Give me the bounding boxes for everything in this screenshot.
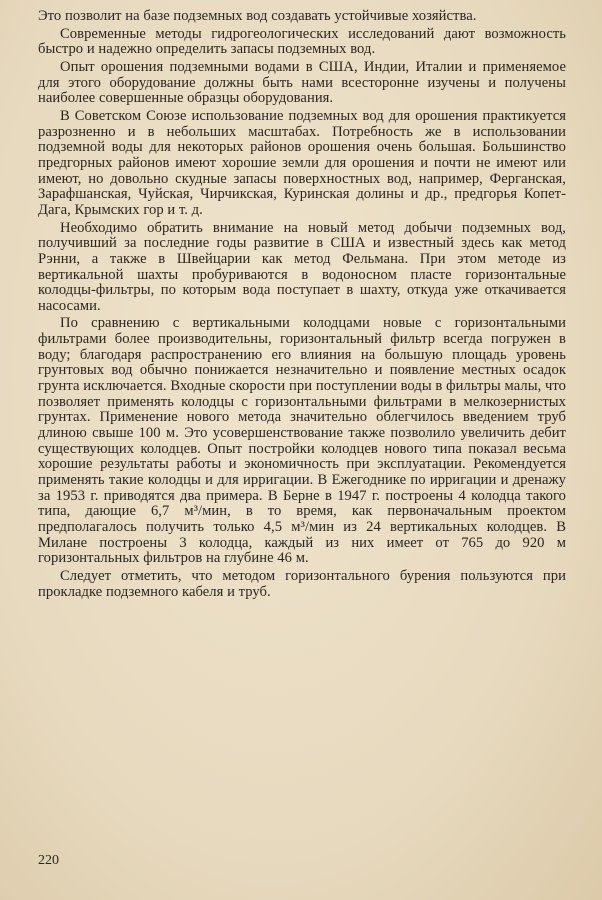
paragraph-1: Это позволит на базе подземных вод создавать устойчивые хозяйства.	[38, 8, 477, 24]
paragraph-4: В Советском Союзе использование подземных вод для орошения практикуется разрозненно и в небольших масштабах. Потребность же в использовании подземной воды для некоторых районов орошения очень большая. Большинство предгорных районов имеют хорошие земли для орошения и почти не имеют или имеют, но довольно скудные запасы поверхностных вод, например, Ферганская, Зарафшанская, Чуйская, Чирчикская, Куринская долины и др., предгорья Копет-Дага, Крымских гор и т. д.	[38, 107, 566, 218]
paragraph-7: Следует отметить, что методом горизонтального бурения пользуются при прокладке подземного кабеля и труб.	[38, 567, 566, 600]
page-number: 220	[38, 853, 59, 868]
paragraph-6: По сравнению с вертикальными колодцами новые с горизонтальными фильтрами более производительны, горизонтальный фильтр всегда погружен в воду; благодаря распространению его влияния на большую площадь уровень грунтовых вод обычно понижается незначительно и появление местных осадок грунта исключается. Входные скорости при поступлении воды в фильтры малы, что позволяет применять колодцы с горизонтальными фильтрами в мелкозернистых грунтах. Применение нового метода значительно облегчилось введением труб длиною свыше 100 м. Это усовершенствование также позволило увеличить дебит существующих колодцев. Опыт постройки колодцев нового типа показал весьма хорошие результаты работы и экономичность при эксплуатации. Рекомендуется применять такие колодцы и для ирригации. В Ежегоднике по ирригации и дренажу за 1953 г. приводятся два примера. В Берне в 1947 г. построены 4 колодца такого типа, дающие 6,7 м³/мин, в то время, как первоначальным проектом предполагалось получить только 4,5 м³/мин из 24 вертикальных колодцев. В Милане построены 3 колодца, каждый из них имеет от 765 до 920 м горизонтальных фильтров на глубине 46 м.	[38, 315, 566, 567]
page-text	[38, 9, 566, 602]
paragraph-2: Современные методы гидрогеологических исследований дают возможность быстро и надежно определить запасы подземных вод.	[38, 25, 566, 58]
paragraph-5: Необходимо обратить внимание на новый метод добычи подземных вод, получивший за последние годы развитие в США и известный здесь как метод Рэнни, а также в Швейцарии как метод Фельмана. При этом методе из вертикальной шахты пробуриваются в водоносном пласте горизонтальные колодцы-фильтры, по которым вода поступает в шахту, откуда уже откачивается насосами.	[38, 219, 566, 314]
paragraph-3: Опыт орошения подземными водами в США, Индии, Италии и применяемое для этого оборудование должны быть нами всесторонне изучены и получены наиболее совершенные образцы оборудования.	[38, 58, 566, 107]
